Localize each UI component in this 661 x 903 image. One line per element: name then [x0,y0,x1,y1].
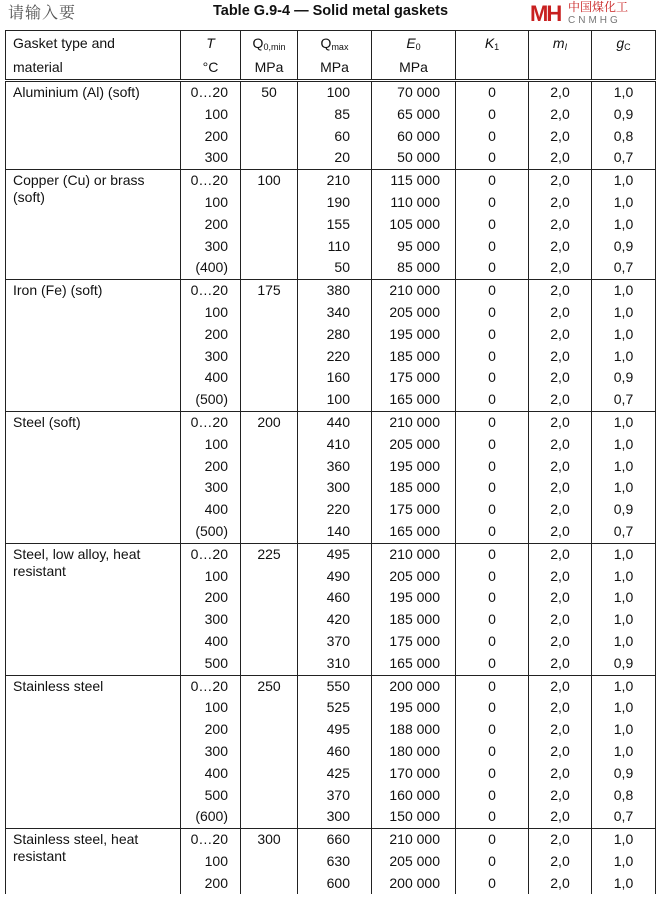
cell-e0: 70 000 [372,81,456,104]
cell-e0: 165 000 [372,389,456,411]
cell-gc: 1,0 [592,719,656,741]
cell-gc: 1,0 [592,214,656,236]
cell-qmax: 425 [298,763,372,785]
header-material-2: material [6,55,181,81]
cell-gc: 1,0 [592,411,656,433]
cell-mi: 2,0 [529,324,592,346]
cell-k1: 0 [456,126,529,148]
cell-gc: 0,7 [592,147,656,169]
cell-mi: 2,0 [529,543,592,565]
cell-k1: 0 [456,170,529,192]
cell-k1: 0 [456,236,529,258]
cell-k1: 0 [456,477,529,499]
cell-mi: 2,0 [529,675,592,697]
cell-gc: 1,0 [592,697,656,719]
cell-q0min [241,389,298,411]
cell-gc: 1,0 [592,434,656,456]
cell-temperature: 0…20 [181,675,241,697]
cell-k1: 0 [456,367,529,389]
cell-gc: 1,0 [592,543,656,565]
cell-mi: 2,0 [529,192,592,214]
cell-qmax: 310 [298,653,372,675]
cell-k1: 0 [456,785,529,807]
cell-e0: 175 000 [372,631,456,653]
cell-k1: 0 [456,631,529,653]
cell-mi: 2,0 [529,346,592,368]
cell-mi: 2,0 [529,214,592,236]
cell-qmax: 420 [298,609,372,631]
cell-mi: 2,0 [529,587,592,609]
cell-qmax: 100 [298,389,372,411]
cell-q0min [241,346,298,368]
cell-temperature: 100 [181,434,241,456]
cell-qmax: 300 [298,477,372,499]
cell-temperature: 500 [181,653,241,675]
cell-q0min [241,697,298,719]
cell-k1: 0 [456,346,529,368]
cell-qmax: 525 [298,697,372,719]
cell-e0: 205 000 [372,434,456,456]
cell-mi: 2,0 [529,499,592,521]
watermark-text: 请输入要 [8,5,77,22]
cell-qmax: 140 [298,521,372,543]
table-row [6,829,656,851]
cell-k1: 0 [456,434,529,456]
cell-k1: 0 [456,653,529,675]
cell-material: Copper (Cu) or brass (soft) [6,170,181,280]
cell-q0min [241,147,298,169]
table-row [6,675,656,697]
cell-qmax: 630 [298,851,372,873]
cell-q0min: 250 [241,675,298,697]
cell-mi: 2,0 [529,477,592,499]
cell-qmax: 300 [298,806,372,828]
header-units-row [6,55,656,81]
cell-gc: 0,9 [592,653,656,675]
cell-e0: 65 000 [372,104,456,126]
cell-q0min [241,521,298,543]
cell-gc: 1,0 [592,170,656,192]
cell-q0min [241,499,298,521]
cell-q0min [241,587,298,609]
cell-k1: 0 [456,192,529,214]
cell-qmax: 370 [298,631,372,653]
cell-e0: 205 000 [372,302,456,324]
cell-gc: 0,9 [592,763,656,785]
cell-e0: 170 000 [372,763,456,785]
cell-qmax: 460 [298,741,372,763]
cell-temperature: 100 [181,697,241,719]
cell-qmax: 190 [298,192,372,214]
cell-mi: 2,0 [529,411,592,433]
cell-gc: 1,0 [592,456,656,478]
cell-temperature: 100 [181,104,241,126]
cell-e0: 195 000 [372,456,456,478]
cell-e0: 175 000 [372,367,456,389]
cell-e0: 205 000 [372,566,456,588]
cell-qmax: 410 [298,434,372,456]
cell-temperature: (400) [181,257,241,279]
cell-qmax: 495 [298,543,372,565]
cell-temperature: 200 [181,719,241,741]
table-title: Table G.9-4 — Solid metal gaskets [212,3,449,19]
cell-qmax: 60 [298,126,372,148]
cell-mi: 2,0 [529,389,592,411]
cell-mi: 2,0 [529,434,592,456]
cell-gc: 0,9 [592,499,656,521]
cell-e0: 60 000 [372,126,456,148]
cell-e0: 95 000 [372,236,456,258]
cell-q0min [241,236,298,258]
cell-k1: 0 [456,389,529,411]
cell-mi: 2,0 [529,741,592,763]
unit-Q0min: MPa [241,55,298,81]
cell-e0: 188 000 [372,719,456,741]
cell-gc: 1,0 [592,477,656,499]
cell-temperature: 100 [181,192,241,214]
cell-q0min: 200 [241,411,298,433]
watermark-logo: MH [530,1,561,26]
cell-k1: 0 [456,566,529,588]
header-Q0min: $Q_{0,min}$ [241,31,298,56]
unit-T: °C [181,55,241,81]
cell-mi: 2,0 [529,521,592,543]
cell-q0min [241,104,298,126]
cell-e0: 115 000 [372,170,456,192]
cell-temperature: 0…20 [181,170,241,192]
cell-e0: 210 000 [372,543,456,565]
cell-e0: 50 000 [372,147,456,169]
cell-qmax: 210 [298,170,372,192]
cell-gc: 1,0 [592,741,656,763]
cell-q0min [241,785,298,807]
cell-q0min [241,214,298,236]
cell-temperature: 0…20 [181,543,241,565]
cell-q0min [241,719,298,741]
cell-e0: 165 000 [372,653,456,675]
cell-temperature: 300 [181,477,241,499]
cell-gc: 0,7 [592,806,656,828]
cell-temperature: 0…20 [181,81,241,104]
table-row [6,543,656,565]
cell-e0: 175 000 [372,499,456,521]
cell-e0: 210 000 [372,411,456,433]
cell-k1: 0 [456,456,529,478]
cell-temperature: (600) [181,806,241,828]
cell-qmax: 340 [298,302,372,324]
cell-q0min [241,367,298,389]
cell-k1: 0 [456,829,529,851]
cell-temperature: 200 [181,126,241,148]
cell-gc: 1,0 [592,829,656,851]
cell-k1: 0 [456,280,529,302]
cell-e0: 160 000 [372,785,456,807]
cell-qmax: 495 [298,719,372,741]
cell-e0: 195 000 [372,587,456,609]
cell-mi: 2,0 [529,147,592,169]
cell-q0min [241,302,298,324]
cell-qmax: 440 [298,411,372,433]
cell-gc: 0,9 [592,236,656,258]
cell-mi: 2,0 [529,697,592,719]
cell-k1: 0 [456,104,529,126]
cell-material: Steel (soft) [6,411,181,543]
cell-gc: 1,0 [592,609,656,631]
cell-temperature: (500) [181,521,241,543]
cell-temperature: 300 [181,236,241,258]
header-row [6,31,656,56]
cell-k1: 0 [456,609,529,631]
cell-gc: 1,0 [592,280,656,302]
cell-qmax: 85 [298,104,372,126]
cell-temperature: 100 [181,566,241,588]
cell-gc: 0,8 [592,126,656,148]
cell-gc: 1,0 [592,81,656,104]
cell-gc: 0,7 [592,521,656,543]
cell-gc: 0,7 [592,389,656,411]
cell-e0: 165 000 [372,521,456,543]
cell-q0min [241,257,298,279]
cell-e0: 195 000 [372,697,456,719]
cell-qmax: 20 [298,147,372,169]
cell-material: Steel, low alloy, heat resistant [6,543,181,675]
cell-q0min [241,851,298,873]
table-row [6,411,656,433]
cell-e0: 110 000 [372,192,456,214]
cell-k1: 0 [456,763,529,785]
cell-material: Iron (Fe) (soft) [6,280,181,412]
unit-Qmax: MPa [298,55,372,81]
cell-qmax: 220 [298,499,372,521]
cell-e0: 85 000 [372,257,456,279]
cell-e0: 210 000 [372,829,456,851]
cell-e0: 150 000 [372,806,456,828]
cell-q0min [241,434,298,456]
cell-mi: 2,0 [529,631,592,653]
cell-mi: 2,0 [529,719,592,741]
cell-k1: 0 [456,851,529,873]
cell-k1: 0 [456,214,529,236]
cell-qmax: 280 [298,324,372,346]
cell-gc: 1,0 [592,873,656,895]
cell-k1: 0 [456,806,529,828]
cell-temperature: 200 [181,456,241,478]
cell-q0min [241,806,298,828]
cell-material: Stainless steel [6,675,181,829]
cell-mi: 2,0 [529,785,592,807]
cell-gc: 0,9 [592,367,656,389]
unit-E0: MPa [372,55,456,81]
cell-qmax: 360 [298,456,372,478]
cell-gc: 0,7 [592,257,656,279]
cell-gc: 1,0 [592,192,656,214]
header-mI: $m_I$ [529,31,592,56]
cell-q0min: 50 [241,81,298,104]
cell-temperature: 200 [181,873,241,895]
cell-q0min [241,763,298,785]
cell-e0: 210 000 [372,280,456,302]
header-material: Gasket type and [6,31,181,56]
cell-mi: 2,0 [529,170,592,192]
cell-temperature: 0…20 [181,280,241,302]
cell-qmax: 490 [298,566,372,588]
cell-mi: 2,0 [529,763,592,785]
cell-gc: 1,0 [592,587,656,609]
cell-k1: 0 [456,587,529,609]
cell-qmax: 155 [298,214,372,236]
cell-q0min [241,324,298,346]
cell-k1: 0 [456,324,529,346]
cell-qmax: 160 [298,367,372,389]
cell-e0: 195 000 [372,324,456,346]
cell-mi: 2,0 [529,851,592,873]
cell-k1: 0 [456,521,529,543]
cell-q0min [241,653,298,675]
cell-gc: 1,0 [592,631,656,653]
cell-temperature: 400 [181,499,241,521]
cell-temperature: 300 [181,147,241,169]
cell-k1: 0 [456,411,529,433]
cell-q0min [241,609,298,631]
cell-temperature: 0…20 [181,411,241,433]
cell-q0min [241,192,298,214]
cell-gc: 1,0 [592,566,656,588]
cell-gc: 1,0 [592,324,656,346]
cell-material: Aluminium (Al) (soft) [6,81,181,170]
cell-q0min: 175 [241,280,298,302]
header-K1: $K_1$ [456,31,529,56]
cell-k1: 0 [456,697,529,719]
cell-qmax: 600 [298,873,372,895]
cell-e0: 185 000 [372,609,456,631]
cell-e0: 200 000 [372,873,456,895]
cell-q0min [241,456,298,478]
cell-k1: 0 [456,873,529,895]
table-body [6,81,656,895]
cell-gc: 1,0 [592,302,656,324]
cell-q0min [241,126,298,148]
cell-mi: 2,0 [529,367,592,389]
cell-qmax: 380 [298,280,372,302]
cell-qmax: 110 [298,236,372,258]
header-gC: $g_C$ [592,31,656,56]
cell-mi: 2,0 [529,280,592,302]
cell-k1: 0 [456,499,529,521]
cell-temperature: 200 [181,324,241,346]
cell-q0min: 300 [241,829,298,851]
cell-k1: 0 [456,257,529,279]
unit-K1 [456,55,529,81]
cell-temperature: 300 [181,741,241,763]
cell-q0min: 225 [241,543,298,565]
cell-mi: 2,0 [529,829,592,851]
cell-q0min [241,741,298,763]
cell-k1: 0 [456,81,529,104]
cell-mi: 2,0 [529,302,592,324]
cell-gc: 1,0 [592,675,656,697]
cell-q0min [241,477,298,499]
cell-mi: 2,0 [529,126,592,148]
table-row [6,170,656,192]
cell-k1: 0 [456,543,529,565]
cell-temperature: 300 [181,346,241,368]
cell-gc: 0,8 [592,785,656,807]
cell-q0min [241,631,298,653]
cell-temperature: 300 [181,609,241,631]
cell-temperature: 400 [181,631,241,653]
cell-temperature: 500 [181,785,241,807]
header-E0: $E_0$ [372,31,456,56]
cell-k1: 0 [456,147,529,169]
cell-mi: 2,0 [529,81,592,104]
cell-mi: 2,0 [529,806,592,828]
gasket-table [5,30,656,894]
cell-temperature: 200 [181,214,241,236]
cell-mi: 2,0 [529,873,592,895]
cell-mi: 2,0 [529,257,592,279]
cell-k1: 0 [456,302,529,324]
cell-mi: 2,0 [529,236,592,258]
watermark-brand-en: CNMHG [568,15,621,26]
cell-mi: 2,0 [529,104,592,126]
cell-gc: 0,9 [592,104,656,126]
cell-qmax: 660 [298,829,372,851]
cell-temperature: 400 [181,367,241,389]
cell-qmax: 100 [298,81,372,104]
cell-q0min [241,873,298,895]
cell-k1: 0 [456,675,529,697]
cell-temperature: 200 [181,587,241,609]
header-T: T [181,31,241,56]
cell-e0: 105 000 [372,214,456,236]
cell-temperature: 100 [181,851,241,873]
unit-mI [529,55,592,81]
header-Qmax: $Q_{max}$ [298,31,372,56]
cell-mi: 2,0 [529,456,592,478]
cell-temperature: 100 [181,302,241,324]
cell-qmax: 550 [298,675,372,697]
cell-temperature: 0…20 [181,829,241,851]
cell-e0: 185 000 [372,346,456,368]
cell-k1: 0 [456,719,529,741]
watermark-brand-cn: 中国煤化工 [568,0,629,14]
unit-gC [592,55,656,81]
table-row [6,81,656,104]
cell-e0: 180 000 [372,741,456,763]
cell-mi: 2,0 [529,609,592,631]
cell-qmax: 220 [298,346,372,368]
cell-e0: 205 000 [372,851,456,873]
cell-gc: 1,0 [592,346,656,368]
cell-qmax: 50 [298,257,372,279]
cell-e0: 200 000 [372,675,456,697]
cell-gc: 1,0 [592,851,656,873]
cell-qmax: 460 [298,587,372,609]
cell-q0min [241,566,298,588]
cell-mi: 2,0 [529,566,592,588]
table-row [6,280,656,302]
cell-temperature: (500) [181,389,241,411]
cell-material: Stainless steel, heat resistant [6,829,181,895]
cell-k1: 0 [456,741,529,763]
cell-q0min: 100 [241,170,298,192]
cell-mi: 2,0 [529,653,592,675]
cell-temperature: 400 [181,763,241,785]
cell-qmax: 370 [298,785,372,807]
cell-e0: 185 000 [372,477,456,499]
